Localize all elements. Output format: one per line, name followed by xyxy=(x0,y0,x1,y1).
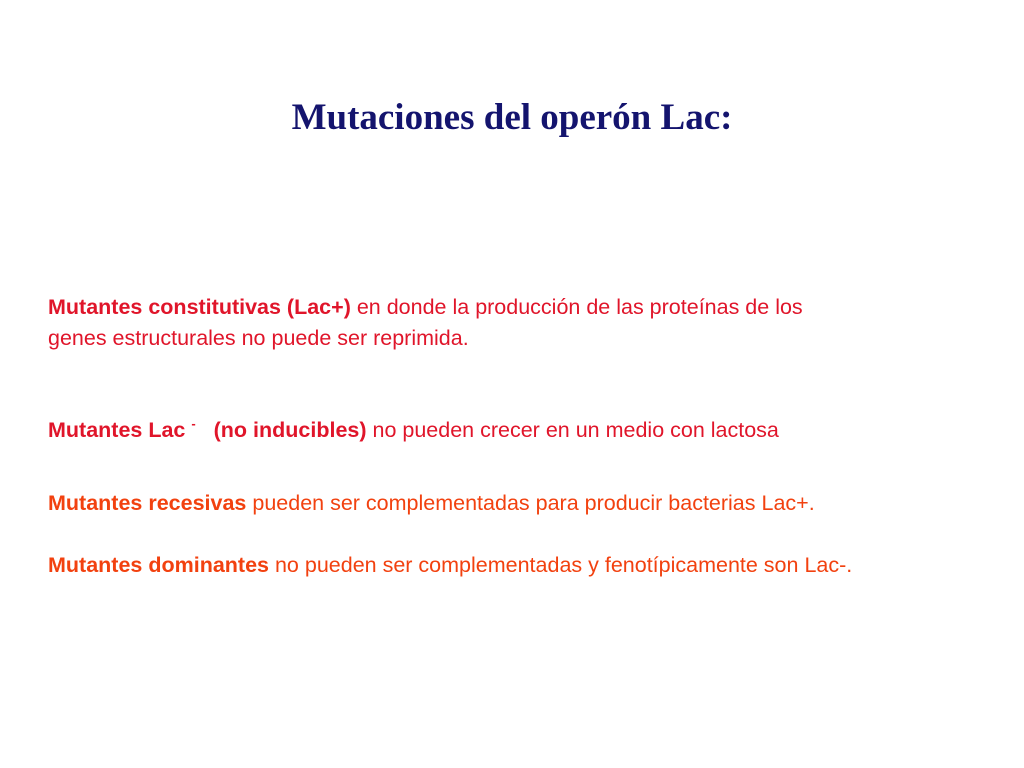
constitutive-description-line2: genes estructurales no puede ser reprimida. xyxy=(48,326,469,350)
minus-superscript: - xyxy=(191,416,196,431)
lac-minus-description: no pueden crecer en un medio con lactosa xyxy=(366,418,779,442)
recessive-description: pueden ser complementadas para producir bacterias Lac+. xyxy=(246,491,815,515)
term-dominant-mutants: Mutantes dominantes xyxy=(48,553,269,577)
paragraph-constitutive-mutants xyxy=(48,292,803,354)
term-recessive-mutants: Mutantes recesivas xyxy=(48,491,247,515)
term-non-inducible: (no inducibles) xyxy=(213,418,367,442)
term-constitutive-mutants: Mutantes constitutivas (Lac+) xyxy=(48,295,351,319)
paragraph-recessive-mutants xyxy=(48,488,815,519)
paragraph-dominant-mutants xyxy=(48,550,852,581)
slide-title: Mutaciones del operón Lac: xyxy=(291,97,733,138)
paragraph-lac-minus-mutants xyxy=(48,415,779,446)
dominant-description: no pueden ser complementadas y fenotípicamente son Lac-. xyxy=(269,553,853,577)
term-lac-mutants: Mutantes Lac xyxy=(48,418,186,442)
constitutive-description-line1: en donde la producción de las proteínas de los xyxy=(350,295,803,319)
